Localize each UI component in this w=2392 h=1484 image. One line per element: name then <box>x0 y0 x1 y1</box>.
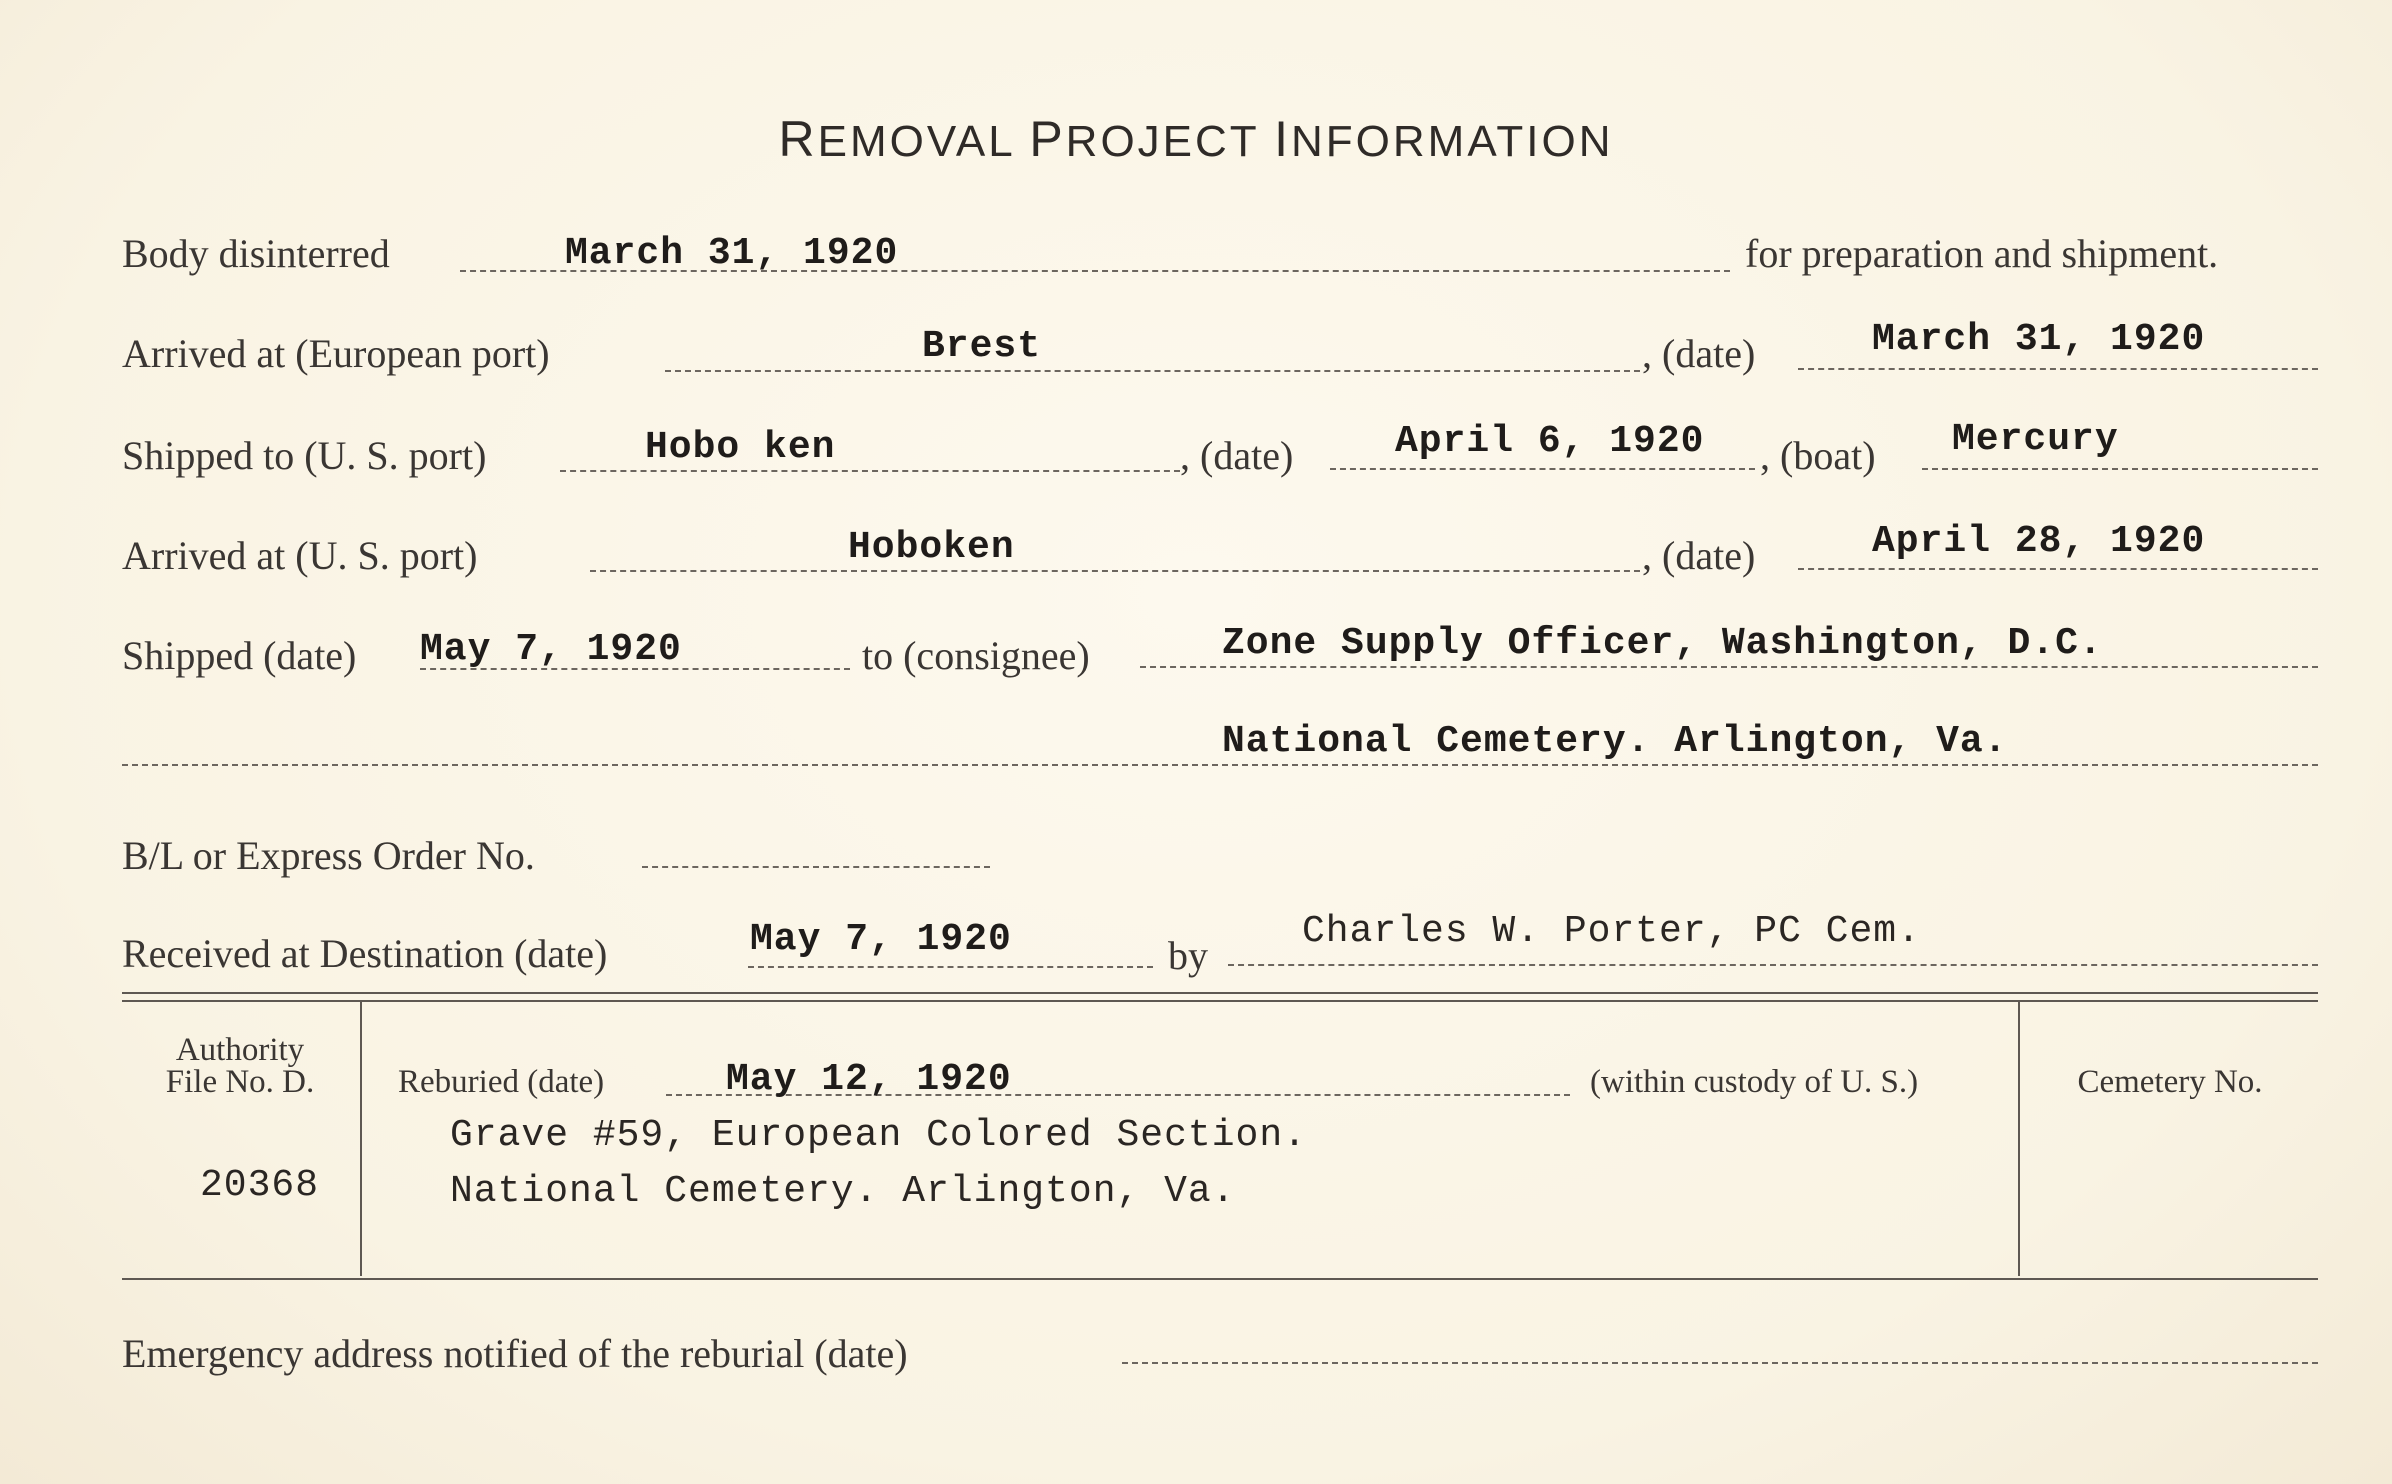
box-top-rule-1 <box>122 992 2318 994</box>
received-label: Received at Destination (date) <box>122 931 608 976</box>
arrived-us-port-date-label: , (date) <box>1642 533 1756 578</box>
shipped-us-port-label: Shipped to (U. S. port) <box>122 433 487 478</box>
shipped-us-port-date-line <box>1330 468 1755 470</box>
form-title: REMOVAL PROJECT INFORMATION <box>778 111 1614 167</box>
authority-label-2: File No. D. <box>165 1064 315 1100</box>
emergency-label: Emergency address notified of the reburial (date) <box>122 1331 908 1376</box>
shipped-us-port-boat-value: Mercury <box>1952 418 2119 461</box>
arrived-us-port-date-line <box>1798 568 2318 570</box>
custody-note: (within custody of U. S.) <box>1590 1064 1919 1100</box>
shipped-us-port-date-value: April 6, 1920 <box>1395 420 1705 463</box>
box-top-rule-2 <box>122 1000 2318 1002</box>
disinterred-value: March 31, 1920 <box>565 232 899 275</box>
consignee-label: to (consignee) <box>862 633 1090 678</box>
european-port-label: Arrived at (European port) <box>122 331 550 376</box>
box-divider-left <box>360 1002 362 1276</box>
shipped-us-port-value: Hobo ken <box>645 426 836 469</box>
bl-order-line <box>642 866 990 868</box>
consignee-value-1: Zone Supply Officer, Washington, D.C. <box>1222 622 2103 665</box>
shipped-date-label: Shipped (date) <box>122 633 357 678</box>
shipped-us-port-line <box>560 470 1180 472</box>
shipped-date-value: May 7, 1920 <box>420 628 682 671</box>
disinterred-label: Body disinterred <box>122 231 390 276</box>
authority-label-1: Authority <box>175 1032 305 1068</box>
shipped-us-port-boat-label: , (boat) <box>1760 433 1876 478</box>
box-divider-right <box>2018 1002 2020 1276</box>
emergency-line <box>1122 1362 2318 1364</box>
european-port-line <box>665 370 1640 372</box>
shipped-us-port-boat-line <box>1922 468 2318 470</box>
arrived-us-port-line <box>590 570 1640 572</box>
grave-location-1: Grave #59, European Colored Section. <box>450 1114 1307 1157</box>
consignee-value-2: National Cemetery. Arlington, Va. <box>1222 720 2008 763</box>
reburied-label: Reburied (date) <box>398 1064 605 1100</box>
box-bottom-rule <box>122 1278 2318 1280</box>
european-port-date-label: , (date) <box>1642 331 1756 376</box>
received-value: May 7, 1920 <box>750 918 1012 961</box>
european-port-value: Brest <box>922 325 1042 368</box>
consignee-line-1 <box>1140 666 2318 668</box>
shipped-us-port-date-label: , (date) <box>1180 433 1294 478</box>
bl-order-label: B/L or Express Order No. <box>122 833 535 878</box>
received-line <box>748 966 1153 968</box>
arrived-us-port-date-value: April 28, 1920 <box>1872 520 2206 563</box>
consignee-line-2 <box>122 764 2318 766</box>
cemetery-no-label: Cemetery No. <box>2077 1064 2263 1100</box>
received-by-line <box>1228 964 2318 966</box>
european-port-date-line <box>1798 368 2318 370</box>
grave-location-2: National Cemetery. Arlington, Va. <box>450 1170 1236 1213</box>
arrived-us-port-value: Hoboken <box>848 526 1015 569</box>
file-number: 20368 <box>200 1164 320 1207</box>
received-by-value: Charles W. Porter, PC Cem. <box>1302 910 1921 953</box>
disinterred-suffix: for preparation and shipment. <box>1745 231 2219 276</box>
reburied-value: May 12, 1920 <box>726 1058 1012 1101</box>
received-by-label: by <box>1168 933 1208 978</box>
european-port-date-value: March 31, 1920 <box>1872 318 2206 361</box>
arrived-us-port-label: Arrived at (U. S. port) <box>122 533 478 578</box>
